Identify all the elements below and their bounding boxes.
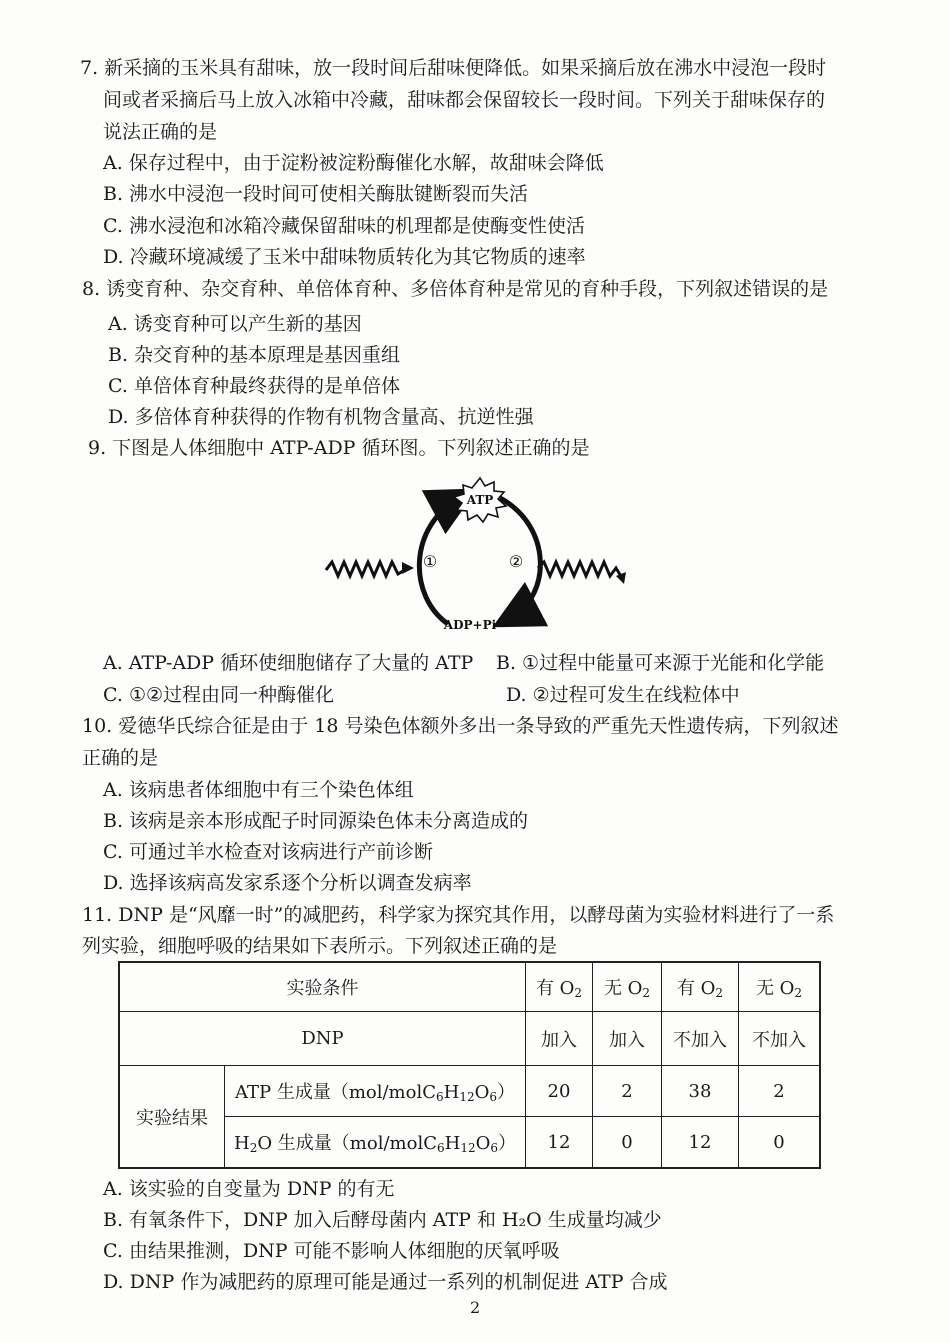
dnp-value: 不加入 [739,1012,821,1066]
adp-pi-label: ADP+Pi [443,618,497,632]
q9-stem: 9. 下图是人体细胞中 ATP-ADP 循环图。下列叙述正确的是 [88,437,590,459]
left-energy-zigzag [326,562,408,576]
table-row [119,1117,820,1169]
q10-stem-line-2: 正确的是 [82,747,159,769]
q10-option-d: D. 选择该病高发家系逐个分析以调查发病率 [103,872,472,894]
header-condition-label: 实验条件 [119,962,526,1012]
q10-option-a: A. 该病患者体细胞中有三个染色体组 [103,779,414,801]
q11-option-a: A. 该实验的自变量为 DNP 的有无 [103,1178,395,1200]
q7-option-a: A. 保存过程中，由于淀粉被淀粉酶催化水解，故甜味会降低 [103,152,604,174]
dnp-value: 加入 [593,1012,662,1066]
q7-option-c: C. 沸水浸泡和冰箱冷藏保留甜味的机理都是使酶变性使活 [103,215,585,237]
atp-yield-label: ATP 生成量$(mol/molC_6H_{12}O_6)$ [225,1066,526,1117]
h2o-value: 12 [662,1117,739,1169]
q11-option-d: D. DNP 作为减肥药的原理可能是通过一系列的机制促进 ATP 合成 [103,1271,668,1293]
h2o-yield-label: $H_2O$ 生成量$(mol/molC_6H_{12}O_6)$ [225,1117,526,1169]
atp-value: 2 [593,1066,662,1117]
q7-option-b: B. 沸水中浸泡一段时间可使相关酶肽键断裂而失活 [103,183,529,205]
atp-adp-cycle-diagram [320,476,640,636]
h2o-value: 0 [739,1117,821,1169]
q7-stem-line-2: 间或者采摘后马上放入冰箱中冷藏，甜味都会保留较长一段时间。下列关于甜味保存的 [103,89,826,111]
atp-label: ATP [466,493,494,507]
q9-option-d: D. ②过程可发生在线粒体中 [506,684,740,706]
h2o-value: 12 [526,1117,593,1169]
q8-option-a: A. 诱变育种可以产生新的基因 [108,313,362,335]
atp-value: 2 [739,1066,821,1117]
dnp-label: DNP [119,1012,526,1066]
page-number: 2 [470,1298,481,1317]
q11-stem-line-2: 列实验，细胞呼吸的结果如下表所示。下列叙述正确的是 [82,935,558,957]
q11-stem-line-1: 11. DNP 是“风靡一时”的减肥药，科学家为探究其作用，以酵母菌为实验材料进行了一系 [82,904,835,926]
results-table [118,961,821,1169]
q7-option-d: D. 冷藏环境减缓了玉米中甜味物质转化为其它物质的速率 [103,246,586,268]
q9-option-c: C. ①②过程由同一种酶催化 [103,684,335,706]
q10-option-b: B. 该病是亲本形成配子时同源染色体未分离造成的 [103,810,529,832]
q8-option-b: B. 杂交育种的基本原理是基因重组 [108,344,401,366]
q11-option-b: B. 有氧条件下，DNP 加入后酵母菌内 ATP 和 H₂O 生成量均减少 [103,1209,662,1231]
atp-value: 20 [526,1066,593,1117]
dnp-value: 不加入 [662,1012,739,1066]
q11-option-c: C. 由结果推测，DNP 可能不影响人体细胞的厌氧呼吸 [103,1240,560,1262]
q8-option-c: C. 单倍体育种最终获得的是单倍体 [108,375,400,397]
condition-cell: 有 $O_2$ [662,962,739,1012]
right-energy-zigzag [538,562,622,578]
circle-mark-2: ② [508,552,524,571]
q7-stem-line-1: 7. 新采摘的玉米具有甜味，放一段时间后甜味便降低。如果采摘后放在沸水中浸泡一段时 [80,57,827,79]
q10-stem-line-1: 10. 爱德华氏综合征是由于 18 号染色体额外多出一条导致的严重先天性遗传病，下列叙述 [82,715,839,737]
q10-option-c: C. 可通过羊水检查对该病进行产前诊断 [103,841,433,863]
table-row [119,1066,820,1117]
q8-stem: 8. 诱变育种、杂交育种、单倍体育种、多倍体育种是常见的育种手段，下列叙述错误的是 [82,278,829,300]
result-label: 实验结果 [119,1066,225,1169]
condition-cell: 无 $O_2$ [593,962,662,1012]
table-row [119,1012,820,1066]
circle-mark-1: ① [422,552,438,571]
q9-option-b: B. ①过程中能量可来源于光能和化学能 [496,652,825,674]
q7-stem-line-3: 说法正确的是 [103,121,218,143]
condition-cell: 无 $O_2$ [739,962,821,1012]
condition-cell: 有 $O_2$ [526,962,593,1012]
q8-option-d: D. 多倍体育种获得的作物有机物含量高、抗逆性强 [108,406,534,428]
table-row [119,962,820,1012]
h2o-value: 0 [593,1117,662,1169]
atp-value: 38 [662,1066,739,1117]
dnp-value: 加入 [526,1012,593,1066]
q9-option-a: A. ATP-ADP 循环使细胞储存了大量的 ATP [103,652,474,674]
